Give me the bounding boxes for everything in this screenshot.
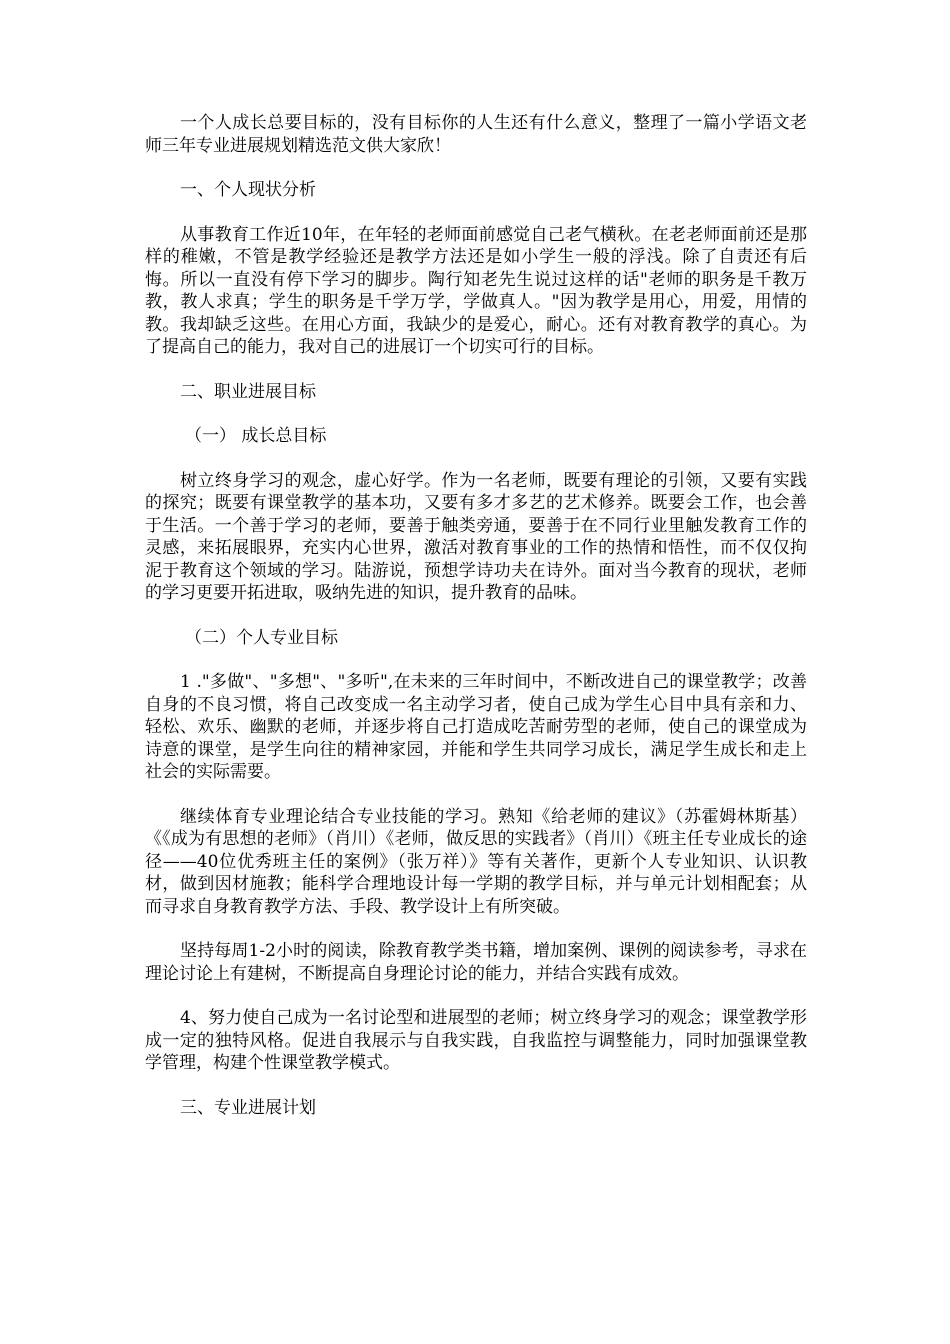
- status-paragraph: 从事教育工作近10年，在年轻的老师面前感觉自己老气横秋。在老老师面前还是那样的稚嫩，不管是教学经验还是教学方法还是如小学生一般的浮浅。除了自责还有后悔。所以一直没有停下学习的脚步。陶行知老先生说过这样的话"老师的职务是千教万教，教人求真；学生的职务是千学万学，学做真人。"因为教学是用心，用爱，用情的教。我却缺乏这些。在用心方面，我缺少的是爱心，耐心。还有对教育教学的真心。为了提高自己的能力，我对自己的进展订一个切实可行的目标。: [145, 224, 807, 357]
- document-page: [145, 112, 807, 1141]
- overall-goal-paragraph: 树立终身学习的观念，虚心好学。作为一名老师，既要有理论的引领，又要有实践的探究；既要有课堂教学的基本功，又要有多才多艺的艺术修养。既要会工作，也会善于生活。一个善于学习的老师，要善于触类旁通，要善于在不同行业里触发教育工作的灵感，来拓展眼界，充实内心世界，激活对教育事业的工作的热情和悟性，而不仅仅拘泥于教育这个领域的学习。陆游说，预想学诗功夫在诗外。面对当今教育的现状，老师的学习更要开拓进取，吸纳先进的知识，提升教育的品味。: [145, 470, 807, 603]
- intro-paragraph: 一个人成长总要目标的，没有目标你的人生还有什么意义，整理了一篇小学语文老师三年专业进展规划精选范文供大家欣！: [145, 113, 807, 156]
- personal-goal-paragraph-1: 1 ."多做"、"多想"、"多听",在未来的三年时间中，不断改进自己的课堂教学；改善自身的不良习惯，将自己改变成一名主动学习者，使自己成为学生心目中具有亲和力、轻松、欢乐、幽默的老师，并逐步将自己打造成吃苦耐劳型的老师，使自己的课堂成为诗意的课堂，是学生向往的精神家园，并能和学生共同学习成长，满足学生成长和走上社会的实际需要。: [145, 672, 807, 782]
- subheading-personal-goal: （二）个人专业目标: [185, 627, 338, 648]
- section-heading-plan: 三、专业进展计划: [180, 1097, 316, 1118]
- personal-goal-paragraph-4: 4、努力使自己成为一名讨论型和进展型的老师；树立终身学习的观念；课堂教学形成一定的独特风格。促进自我展示与自我实践，自我监控与调整能力，同时加强课堂教学管理，构建个性课堂教学模式。: [145, 1008, 807, 1073]
- personal-goal-paragraph-3: 坚持每周1-2小时的阅读，除教育教学类书籍，增加案例、课例的阅读参考，寻求在理论讨论上有建树，不断提高自身理论讨论的能力，并结合实践有成效。: [145, 941, 807, 984]
- subheading-overall-goal: （一） 成长总目标: [185, 426, 327, 446]
- section-heading-goals: 二、职业进展目标: [180, 381, 316, 402]
- section-heading-status: 一、个人现状分析: [180, 180, 316, 200]
- personal-goal-paragraph-2: 继续体育专业理论结合专业技能的学习。熟知《给老师的建议》（苏霍姆林斯基）《《成为有思想的老师》（肖川）《老师，做反思的实践者》（肖川）《班主任专业成长的途径——40位优秀班主任的案例》（张万祥）》等有关著作，更新个人专业知识、认识教材，做到因材施教；能科学合理地设计每一学期的教学目标，并与单元计划相配套；从而寻求自身教育教学方法、手段、教学设计上有所突破。: [145, 806, 807, 917]
